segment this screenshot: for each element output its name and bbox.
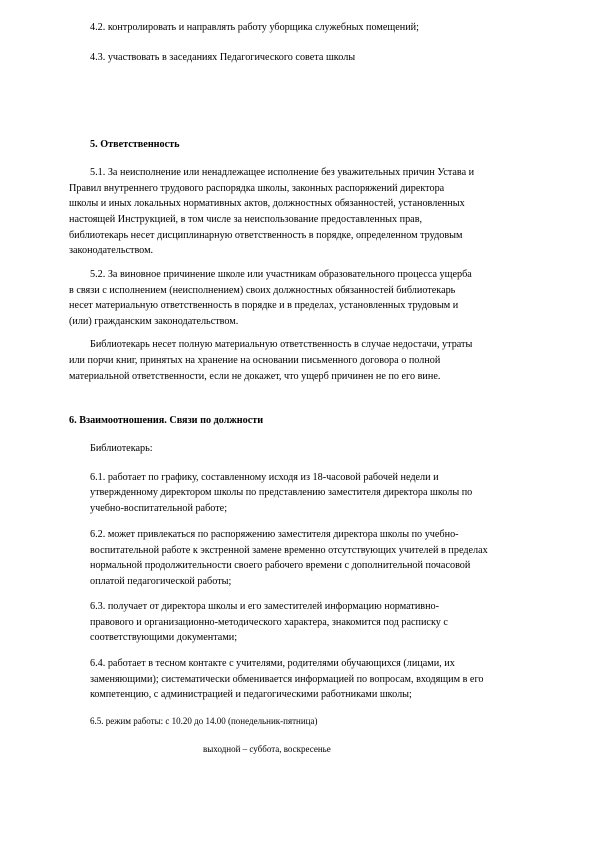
paragraph-line: 6.3. получает от директора школы и его заместителей информацию нормативно- bbox=[90, 601, 440, 612]
paragraph-line: учебно-воспитательной работе; bbox=[90, 503, 228, 514]
paragraph-line: 6.4. работает в тесном контакте с учителями, родителями обучающихся (лицами, их bbox=[90, 658, 455, 669]
paragraph-line: (или) гражданским законодательством. bbox=[69, 316, 239, 327]
paragraph-line: школы и иных локальных нормативных актов, должностных обязанностей, установленных bbox=[69, 198, 465, 209]
paragraph-line: законодательством. bbox=[69, 245, 154, 256]
item-4-2: 4.2. контролировать и направлять работу уборщика служебных помещений; bbox=[90, 22, 419, 33]
section-6-heading: 6. Взаимоотношения. Связи по должности bbox=[69, 415, 264, 426]
paragraph-line: нормальной продолжительности своего рабочего времени с дополнительной почасовой bbox=[90, 560, 471, 571]
paragraph-line: 5.1. За неисполнение или ненадлежащее исполнение без уважительных причин Устава и bbox=[90, 167, 475, 178]
paragraph-line: воспитательной работе к экстренной замене временно отсутствующих учителей в пределах bbox=[90, 545, 488, 556]
paragraph-line: или порчи книг, принятых на хранение на основании письменного договора о полной bbox=[69, 355, 441, 366]
paragraph-line: в связи с исполнением (неисполнением) своих должностных обязанностей библиотекарь bbox=[69, 285, 456, 296]
section-5-heading: 5. Ответственность bbox=[90, 139, 180, 150]
paragraph-line: компетенцию, с администрацией и педагогическими работниками школы; bbox=[90, 689, 412, 700]
paragraph-line: библиотекарь несет дисциплинарную ответственность в порядке, определенном трудовым bbox=[69, 230, 463, 241]
paragraph-line: оплатой педагогической работы; bbox=[90, 576, 232, 587]
paragraph-line: 5.2. За виновное причинение школе или участникам образовательного процесса ущерба bbox=[90, 269, 472, 280]
paragraph-line: несет материальную ответственность в порядке и в пределах, установленных трудовым и bbox=[69, 300, 459, 311]
work-schedule: 6.5. режим работы: с 10.20 до 14.00 (понедельник-пятница) bbox=[90, 716, 318, 726]
item-4-3: 4.3. участвовать в заседаниях Педагогического совета школы bbox=[90, 52, 356, 63]
paragraph-line: заменяющими); систематически обменивается информацией по вопросам, входящим в его bbox=[90, 674, 484, 685]
paragraph-line: утвержденному директором школы по представлению заместителя директора школы по bbox=[90, 487, 473, 498]
paragraph-line: 6.1. работает по графику, составленному исходя из 18-часовой рабочей недели и bbox=[90, 472, 439, 483]
paragraph-line: правового и организационно-методического характера, знакомится под расписку с bbox=[90, 617, 448, 628]
days-off: выходной – суббота, воскресенье bbox=[203, 744, 331, 754]
paragraph-line: материальной ответственности, если не докажет, что ущерб причинен не по его вине. bbox=[69, 371, 441, 382]
paragraph-line: настоящей Инструкцией, в том числе за неиспользование предоставленных прав, bbox=[69, 214, 423, 225]
paragraph-line: Библиотекарь несет полную материальную ответственность в случае недостачи, утраты bbox=[90, 339, 473, 350]
paragraph-line: соответствующими документами; bbox=[90, 632, 238, 643]
section-6-intro: Библиотекарь: bbox=[90, 443, 153, 454]
paragraph-line: 6.2. может привлекаться по распоряжению заместителя директора школы по учебно- bbox=[90, 529, 459, 540]
paragraph-line: Правил внутреннего трудового распорядка школы, законных распоряжений директора bbox=[69, 183, 445, 194]
